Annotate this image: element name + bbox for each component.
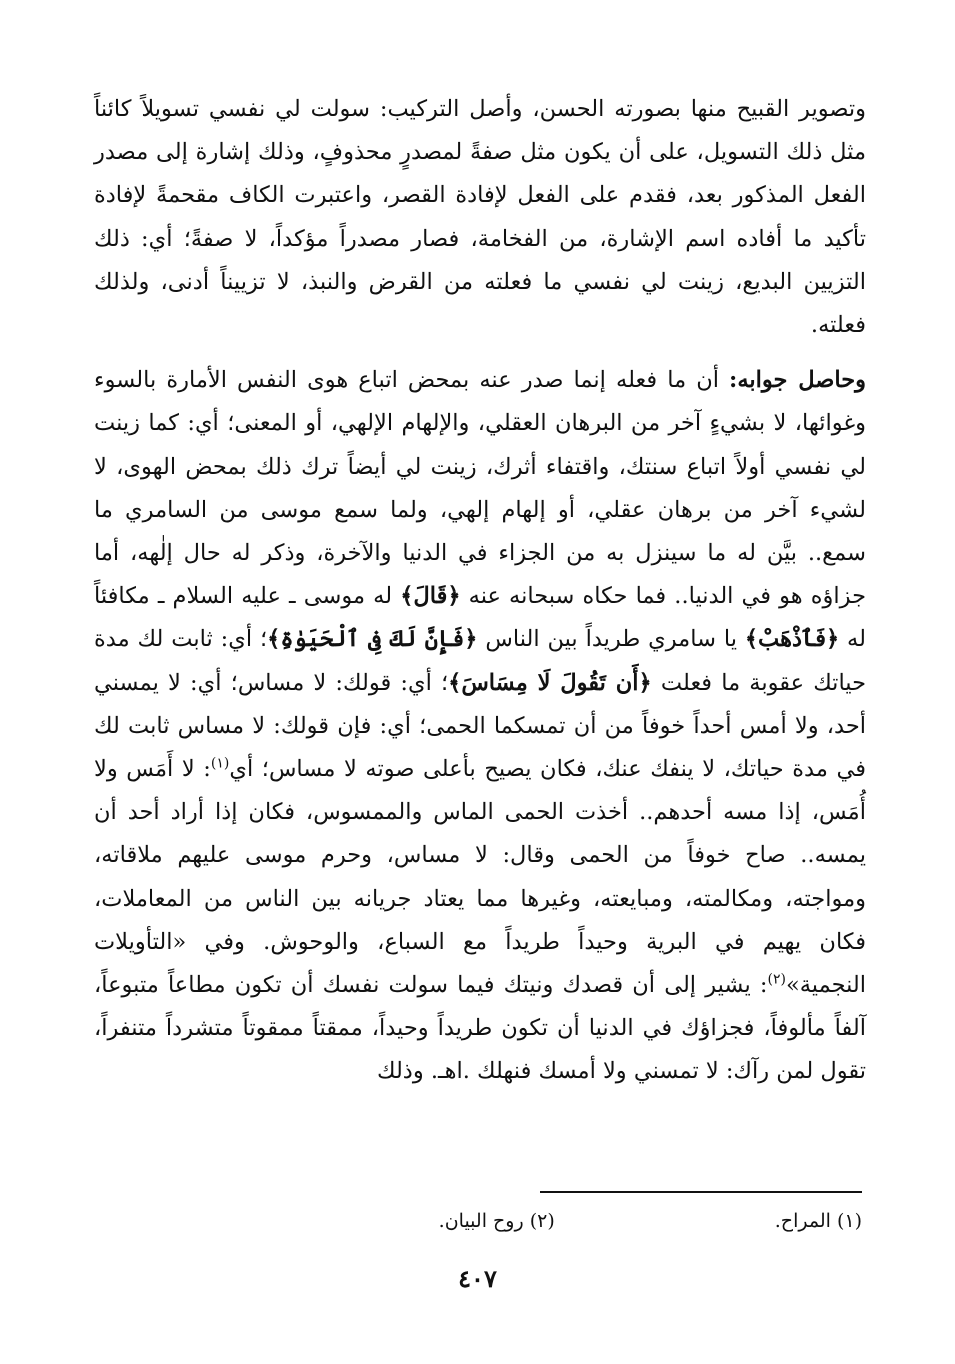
footnote-ref-1[interactable]: (١) bbox=[210, 755, 230, 772]
paragraph-2-text-a: أن ما فعله إنما صدر عنه بمحض اتباع هوى النفس الأمارة بالسوء وغوائها، لا بشيءٍ آخر من البرهان العقلي، والإلهام الإلهي، أو المعنى؛ أي: كما زينت لي نفسي أولاً اتباع سنتك، واقتفاء أثرك، زينت لي أيضاً ترك ذلك بمحض الهوى، لا لشيء آخر من برهان عقلي، أو إلهام إلهي، ولما سمع موسى من السامري ما سمع.. بيَّن له ما سينزل به من الجزاء في الدنيا والآخرة، وذكر له حال إلٰهه، أما جزاؤه هو في الدنيا.. فما حكاه سبحانه عنه bbox=[94, 367, 867, 610]
paragraph-2-text-b: له موسى ـ عليه السلام ـ مكافئاً له bbox=[94, 583, 866, 653]
footnote-1 bbox=[775, 1206, 862, 1236]
footnote-2-text: روح البيان. bbox=[438, 1210, 524, 1232]
paragraph-1 bbox=[94, 88, 866, 347]
quran-an-taqula: ﴿أَن تَقُولَ لَا مِسَاسَ﴾ bbox=[448, 669, 652, 696]
page-number: ٤٠٧ bbox=[458, 1264, 497, 1293]
paragraph-2-lead: وحاصل جوابه: bbox=[729, 367, 866, 394]
quran-fainna-laka: ﴿فَإِنَّ لَكَ فِى ٱلْحَيَوٰةِ﴾ bbox=[267, 626, 478, 653]
quran-qala: ﴿قَالَ﴾ bbox=[400, 583, 461, 610]
footnote-divider bbox=[540, 1191, 862, 1193]
paragraph-2-text-f: : لا أَمَس ولا أُمَس، إذا مسه أحدهم.. أخذت الحمى الماس والممسوس، فكان إذا أراد أحد أن يمسه.. صاح خوفاً من الحمى وقال: لا مساس، وحرم موسى عليهم ملاقاته، ومواجته، ومكالمته، ومبايعته، وغيرها مما يعتاد جريانه بين الناس من المعاملات، فكان يهيم في البرية وحيداً طريداً مع السباع، والوحوش. وفي «التأويلات النجمية» bbox=[94, 756, 866, 999]
paragraph-2-text-c: يا سامري طريداً بين الناس bbox=[477, 626, 745, 653]
footnote-2-number: (٢) bbox=[529, 1210, 555, 1232]
page-body bbox=[94, 88, 866, 1094]
paragraph-2 bbox=[94, 359, 866, 1093]
footnotes bbox=[94, 1206, 862, 1236]
footnote-1-number: (١) bbox=[836, 1210, 862, 1232]
paragraph-2-text-d: ؛ أي: ثابت لك مدة حياتك عقوبة ما فعلت bbox=[94, 626, 866, 696]
footnote-1-text: المراح. bbox=[774, 1210, 831, 1232]
paragraph-1-text: وتصوير القبيح منها بصورته الحسن، وأصل التركيب: سولت لي نفسي تسويلاً كائناً مثل ذلك التسويل، على أن يكون مثل صفةً لمصدرٍ محذوفٍ، وذلك إشارة إلى مصدر الفعل المذكور بعد، فقدم على الفعل لإفادة القصر، واعتبرت الكاف مقحمةً لإفادة تأكيد ما أفاده اسم الإشارة، من الفخامة، فصار مصدراً مؤكداً، لا صفةً؛ أي: ذلك التزيين البديع، زينت لي نفسي ما فعلته من القرض والنبذ، لا تزييناً أدنى، ولذلك فعلته. bbox=[94, 96, 866, 339]
paragraph-2-text-g: : يشير إلى أن قصدك ونيتك فيما سولت نفسك أن تكون مطاعاً متبوعاً، آلفاً مألوفاً، فجزاؤك في الدنيا أن تكون طريداً وحيداً، ممقتاً ممقوتاً متشرداً متنفراً، تقول لمن رآك: لا تمسني ولا أمسك فنهلك .اهـ. وذلك bbox=[94, 972, 866, 1085]
footnote-2 bbox=[439, 1206, 555, 1236]
paragraph-2-text-e: ؛ أي: قولك: لا مساس؛ أي: لا يمسني أحد، ولا أمس أحداً خوفاً من أن تمسكما الحمى؛ أي: فإن قولك: لا مساس ثابت لك في مدة حياتك، لا ينفك عنك، فكان يصيح بأعلى صوته لا مساس؛ أي bbox=[94, 669, 866, 783]
quran-fadhhab: ﴿فَٱذْهَبْ﴾ bbox=[744, 626, 840, 653]
footnote-ref-2[interactable]: (٢) bbox=[767, 971, 786, 988]
